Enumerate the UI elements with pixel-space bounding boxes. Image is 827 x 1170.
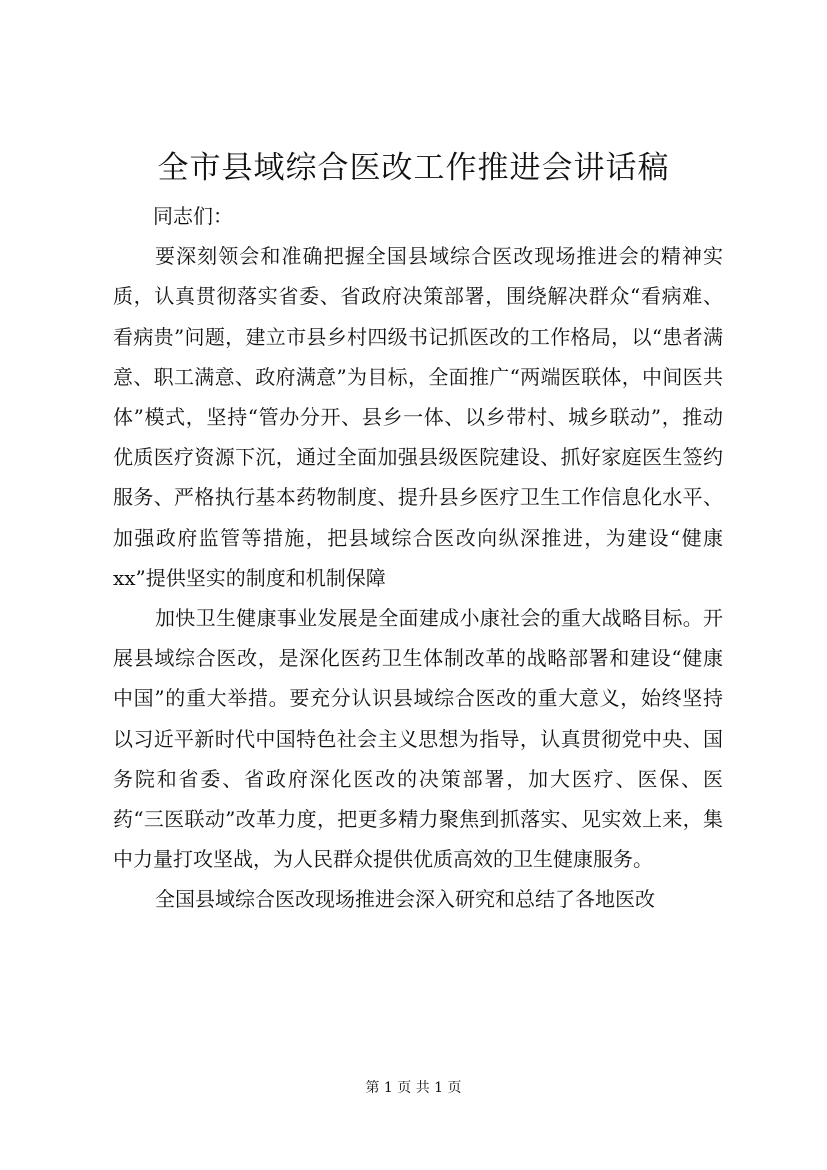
paragraph-3: 全国县域综合医改现场推进会深入研究和总结了各地医改	[155, 887, 655, 912]
page-number-footer: 第 1 页 共 1 页	[365, 1080, 462, 1096]
salutation: 同志们：	[153, 204, 233, 228]
paragraph-2: 加快卫生健康事业发展是全面建成小康社会的重大战略目标。开展县域综合医改，是深化医药卫生体制改革的战略部署和建设“健康中国”的重大举措。要充分认识县域综合医改的重大意义，始终坚持以习近平新时代中国特色社会主义思想为指导，认真贯彻党中央、国务院和省委、省政府深化医改的决策部署，加大医疗、医保、医药“三医联动”改革力度，把更多精力聚焦到抓落实、见实效上来，集中力量打攻坚战，为人民群众提供优质高效的卫生健康服务。	[113, 606, 723, 872]
paragraph-1: 要深刻领会和准确把握全国县域综合医改现场推进会的精神实质，认真贯彻落实省委、省政府决策部署，围绕解决群众“看病难、看病贵”问题，建立市县乡村四级书记抓医改的工作格局，以“患者满意、职工满意、政府满意”为目标，全面推广“两端医联体，中间医共体”模式，坚持“管办分开、县乡一体、以乡带村、城乡联动”，推动优质医疗资源下沉，通过全面加强县级医院建设、抓好家庭医生签约服务、严格执行基本药物制度、提升县乡医疗卫生工作信息化水平、加强政府监管等措施，把县域综合医改向纵深推进，为建设“健康xx”提供坚实的制度和机制保障	[113, 244, 723, 590]
document-title: 全市县域综合医改工作推进会讲话稿	[157, 150, 670, 186]
document-body	[113, 196, 723, 920]
